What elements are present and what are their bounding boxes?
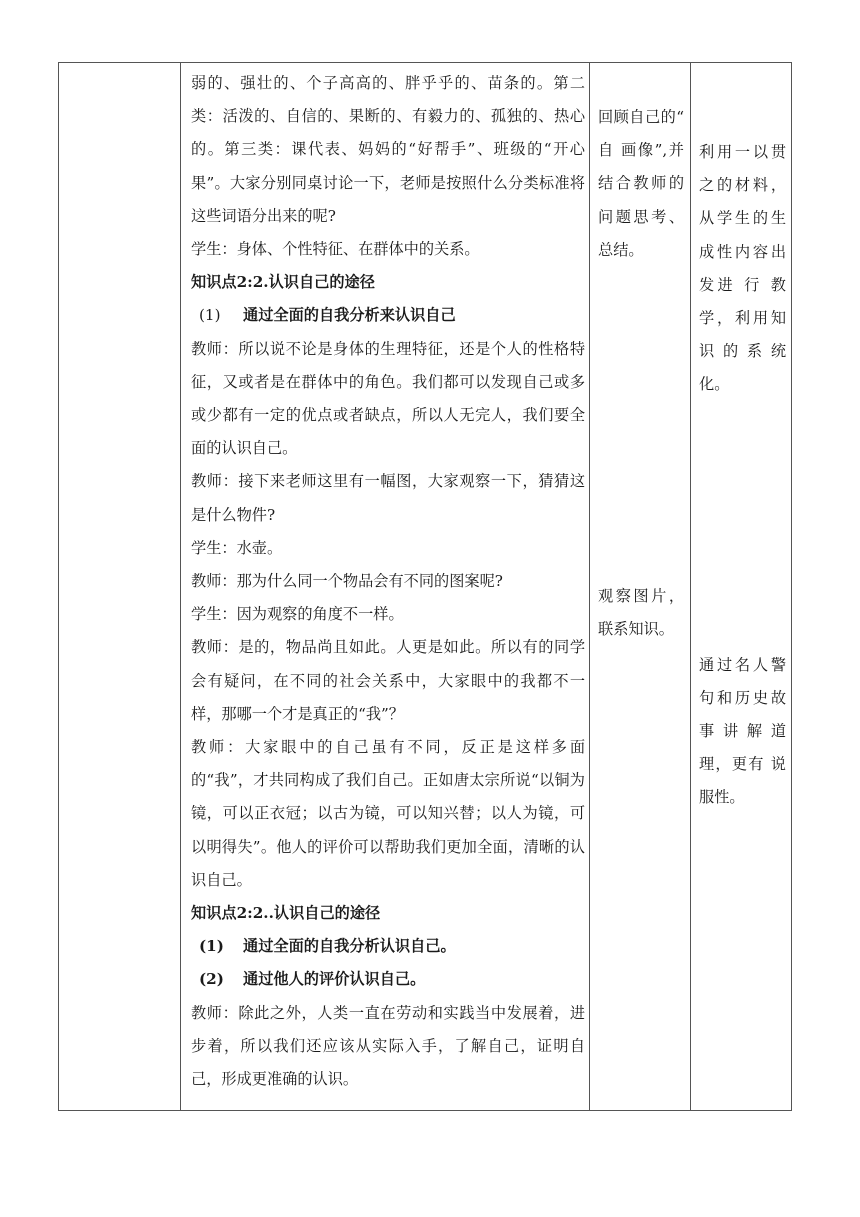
subpoint-text: 通过全面的自我分析认识自己。 [243, 937, 456, 956]
subpoint [191, 930, 585, 963]
design-intent-cell [691, 63, 792, 815]
paragraph: 教师：大家眼中的自己虽有不同，反正是这样多面的“我”，才共同构成了我们自己。正如唐太宗所说“以铜为镜，可以正衣冠；以古为镜，可以知兴替；以人为镜，可以明得失”。他人的评价可以帮助我们更加全面，清晰的认识自己。 [191, 738, 585, 889]
knowledge-point-heading: 知识点2:2..认识自己的途径 [191, 904, 381, 923]
paragraph: 学生：身体、个性特征、在群体中的关系。 [191, 240, 480, 259]
paragraph: 学生：因为观察的角度不一样。 [191, 605, 404, 624]
lesson-plan-table [58, 62, 792, 1111]
paragraph: 学生：水壶。 [191, 538, 283, 557]
paragraph: 教师：所以说不论是身体的生理特征，还是个人的性格特征，又或者是在群体中的角色。我们都可以发现自己或多或少都有一定的优点或者缺点，所以人无完人，我们要全面的认识自己。 [191, 339, 585, 458]
subpoint-number: (2) [199, 970, 224, 989]
subpoint [191, 299, 585, 332]
student-activity-text: 回顾自己的“ 自 画像”,并结合教师的问题思考、总结。 [598, 108, 684, 259]
knowledge-point-heading: 知识点2:2.认识自己的途径 [191, 273, 375, 292]
paragraph: 教师：是的，物品尚且如此。人更是如此。所以有的同学会有疑问，在不同的社会关系中，大家眼中的我都不一样，那哪一个才是真正的“我”？ [191, 638, 585, 723]
paragraph: 弱的、强壮的、个子高高的、胖乎乎的、苗条的。第二类：活泼的、自信的、果断的、有毅力的、孤独的、热心的。第三类：课代表、妈妈的“好帮手”、班级的“开心果”。大家分别同桌讨论一下，老师是按照什么分类标准将这些词语分出来的呢? [191, 74, 585, 225]
student-activity-text: 观察图片，联系知识。 [598, 587, 684, 639]
design-intent-text: 利用一以贯之的材料，从学生的生成性内容出发进 行 教学，利用知识的系统化。 [699, 143, 786, 394]
paragraph: 教师：接下来老师这里有一幅图，大家观察一下，猜猜这是什么物件? [191, 472, 585, 524]
subpoint-number: (1) [199, 306, 221, 325]
subpoint-number: (1) [199, 937, 224, 956]
subpoint [191, 963, 585, 996]
student-activity-cell [590, 63, 690, 646]
paragraph: 教师：除此之外，人类一直在劳动和实践当中发展着，进步着，所以我们还应该从实际入手，了解自己，证明自己，形成更准确的认识。 [191, 1003, 585, 1089]
design-intent-text: 通过名人警句和历史故事讲解道理，更有 说 服性。 [699, 655, 786, 807]
subpoint-text: 通过全面的自我分析来认识自己 [243, 306, 456, 325]
paragraph: 教师：那为什么同一个物品会有不同的图案呢? [191, 572, 503, 591]
subpoint-text: 通过他人的评价认识自己。 [243, 970, 426, 989]
teaching-process-cell [181, 63, 589, 1096]
